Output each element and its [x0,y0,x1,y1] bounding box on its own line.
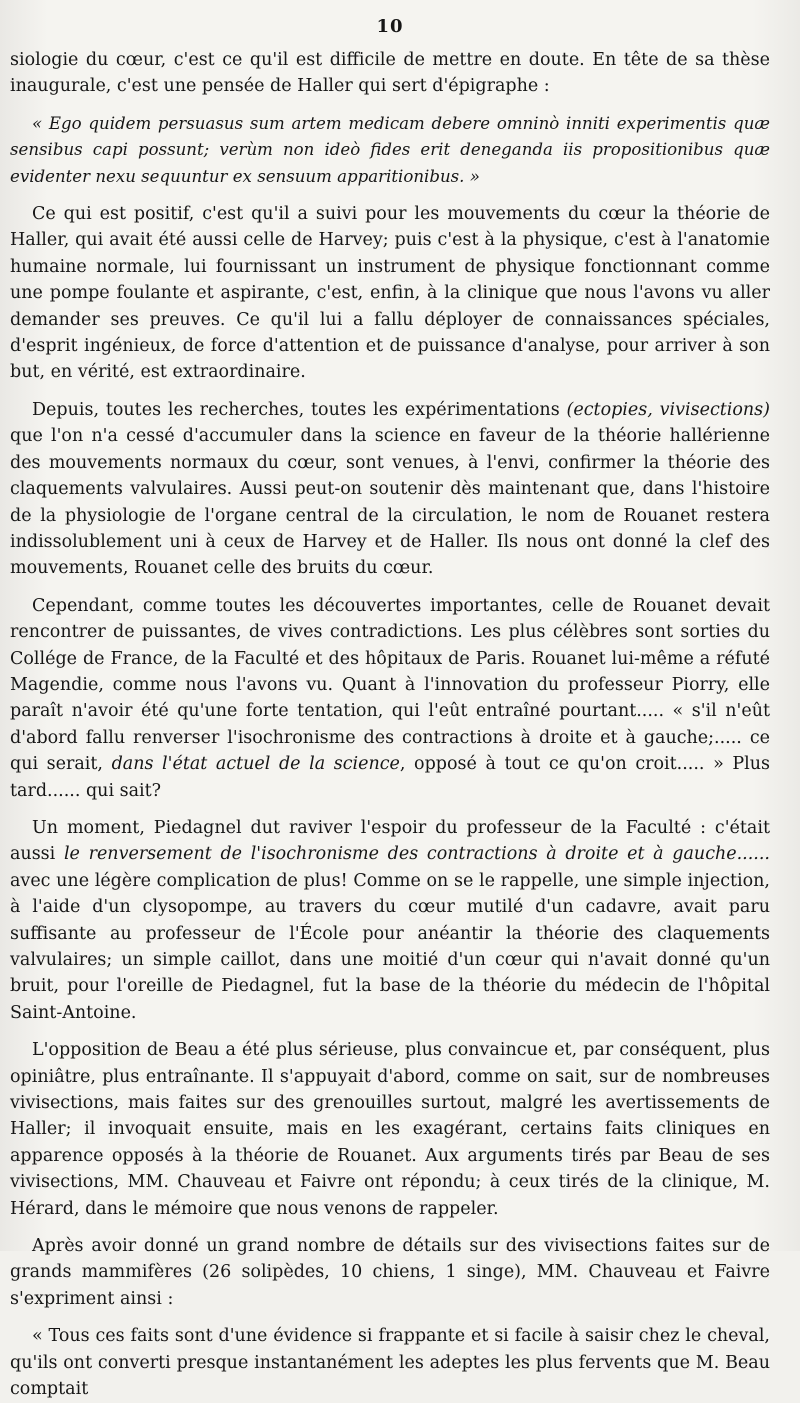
italic-text: Ego quidem persuasus sum artem medicam debere omninò inniti experimentis quæ sensibus capi possunt; verùm non ideò fides erit deneganda iis propositionibus quæ evidenter nexu sequuntur ex sensuum apparitionibus. [10,113,770,186]
italic-text: dans l'état actuel de la science [111,754,400,775]
italic-text: le renversement de l'isochronisme des contractions à droite et à gauche...... [63,844,770,865]
paragraph-p4 [10,397,770,582]
paragraph-p1 [10,47,770,100]
text-run: « Tous ces faits sont d'une évidence si frappante et si facile à saisir chez le cheval, qu'ils ont converti presque instantanément les adeptes les plus fervents que M. Beau comptait [10,1326,770,1400]
paragraph-p5 [10,593,770,804]
paragraph-p3 [10,201,770,386]
text-run: L'opposition de Beau a été plus sérieuse, plus convaincue et, par conséquent, plus opiniâtre, plus entraînante. Il s'appuyait d'abord, comme on sait, sur de nombreuses vivisections, mais faites sur des grenouilles surtout, malgré les avertissements de Haller; il invoquait ensuite, mais en les exagérant, certains faits cliniques en apparence opposés à la théorie de Rouanet. Aux arguments tirés par Beau de ses vivisections, MM. Chauveau et Faivre ont répondu; à ceux tirés de la clinique, M. Hérard, dans le mémoire que nous venons de rappeler. [10,1040,770,1219]
paragraph-p8 [10,1233,770,1312]
paragraph-p2 [10,111,770,190]
text-run: Depuis, toutes les recherches, toutes les expérimentations [32,399,567,420]
text-run: que l'on n'a cessé d'accumuler dans la science en faveur de la théorie hallérienne des mouvements normaux du cœur, sont venues, à l'envi, confirmer la théorie des claquements valvulaires. Aussi peut-on soutenir dès maintenant que, dans l'histoire de la physiologie de l'organe central de la circulation, le nom de Rouanet restera indissolublement uni à ceux de Harvey et de Haller. Ils nous ont donné la clef des mouvements, Rouanet celle des bruits du cœur. [10,426,770,579]
text-run: , opposé à tout ce qu'on croit..... » Plus tard...... qui sait? [10,754,770,801]
paragraph-p7 [10,1037,770,1222]
text-run: « [32,113,49,133]
text-run: Cependant, comme toutes les découvertes importantes, celle de Rouanet devait rencontrer de puissantes, de vives contradictions. Les plus célèbres sont sorties du Collége de France, de la Faculté et des hôpitaux de Paris. Rouanet lui-même a réfuté Magendie, comme nous l'avons vu. Quant à l'innovation du professeur Piorry, elle paraît n'avoir été qu'une forte tentation, qui l'eût entraîné pourtant..... « s'il n'eût d'abord fallu renverser l'isochronisme des contractions à droite et à gauche;..... ce qui serait, [10,595,770,775]
page-number: 10 [376,16,404,37]
paragraph-p9 [10,1323,770,1402]
italic-text: (ectopies, vivisections) [566,399,770,420]
text-run: siologie du cœur, c'est ce qu'il est difficile de mettre en doute. En tête de sa thèse inaugurale, c'est une pensée de Haller qui sert d'épigraphe : [10,50,770,97]
text-run: avec une légère complication de plus! Comme on se le rappelle, une simple injection, à l'aide d'un clysopompe, au travers du cœur mutilé d'un cadavre, avait paru suffisante au professeur de l'École pour anéantir la théorie des claquements valvulaires; un simple caillot, dans une moitié d'un cœur qui n'avait donné qu'un bruit, pour l'oreille de Piedagnel, fut la base de la théorie du médecin de l'hôpital Saint-Antoine. [10,870,770,1023]
text-run: Un moment, Piedagnel dut raviver l'espoir du professeur de la Faculté : c'était aussi [10,817,770,865]
text-run: » [464,166,480,186]
text-body [10,47,770,1403]
text-run: Après avoir donné un grand nombre de détails sur des vivisections faites sur de grands mammifères (26 solipèdes, 10 chiens, 1 singe), MM. Chauveau et Faivre s'expriment ainsi : [10,1236,770,1309]
text-run: Ce qui est positif, c'est qu'il a suivi pour les mouvements du cœur la théorie de Haller, qui avait été aussi celle de Harvey; puis c'est à la physique, c'est à l'anatomie humaine normale, lui fournissant un instrument de physique fonctionnant comme une pompe foulante et aspirante, c'est, enfin, à la clinique que nous l'avons vu aller demander ses preuves. Ce qu'il lui a fallu déployer de connaissances spéciales, d'esprit ingénieux, de force d'attention et de puissance d'analyse, pour arriver à son but, en vérité, est extraordinaire. [10,204,770,383]
paragraph-p6 [10,815,770,1026]
